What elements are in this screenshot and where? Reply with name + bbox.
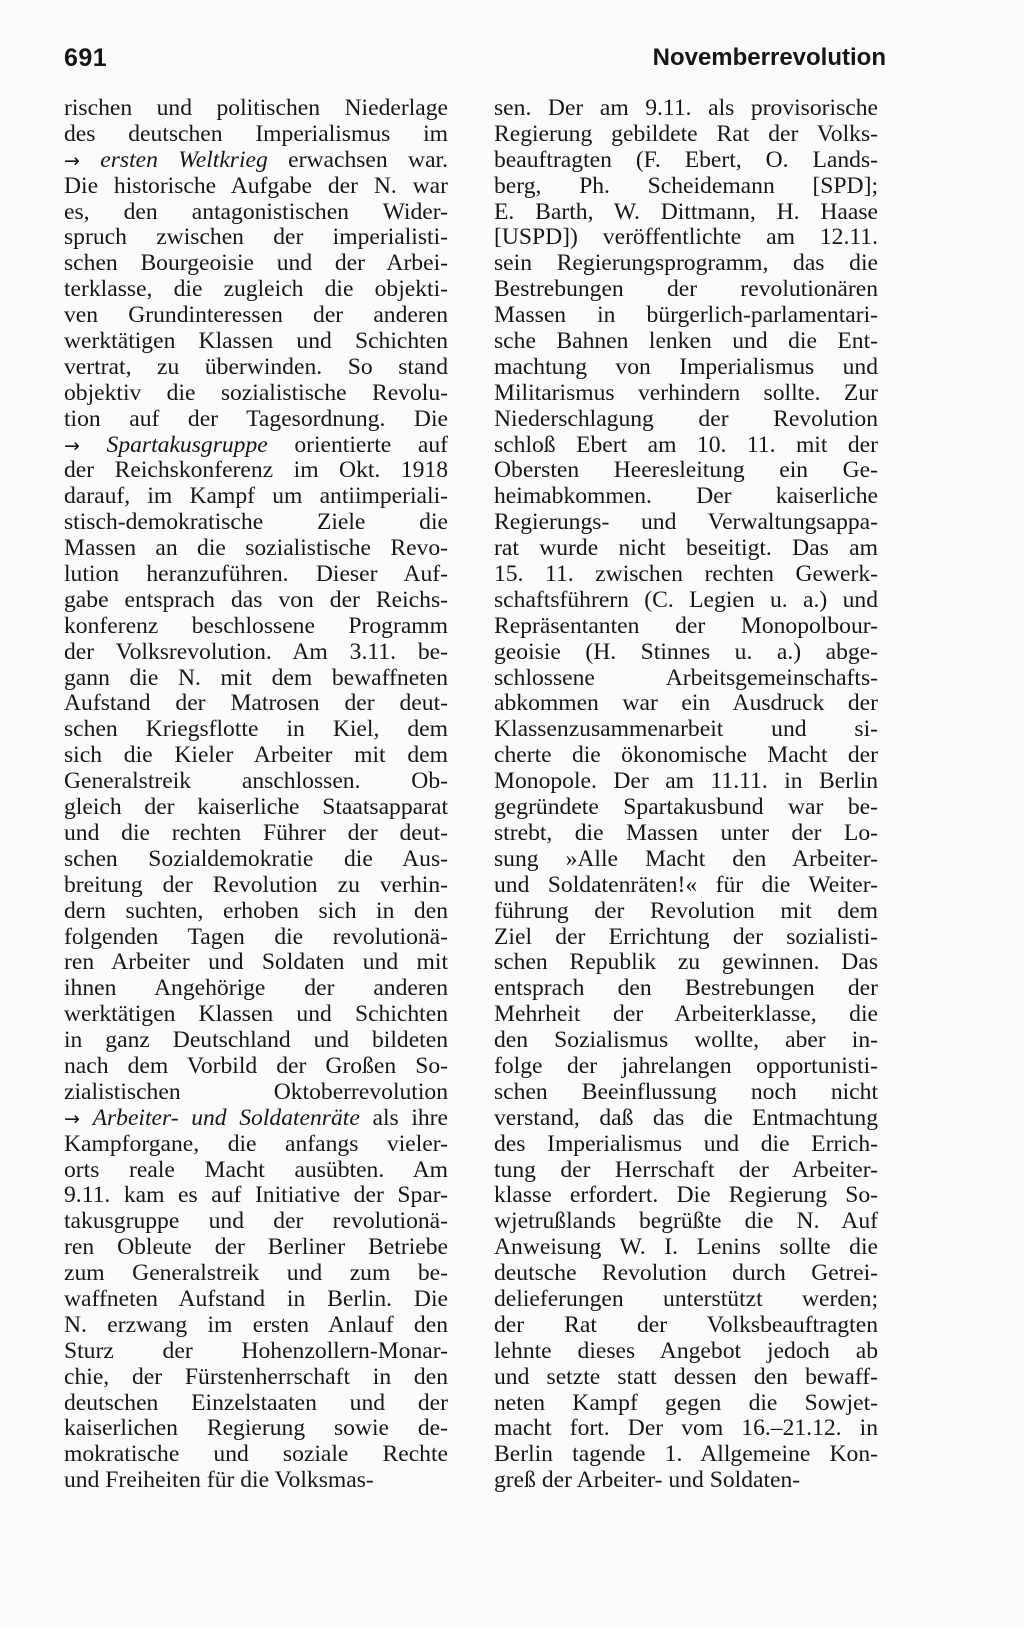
text-line: des Imperialismus und die Errich- [494,1130,878,1157]
text-line: wjetrußlands begrüßte die N. Auf [494,1208,878,1235]
text-line: [USPD]) veröffentlichte am 12.11. [494,224,878,251]
text-line: 9.11. kam es auf Initiative der Spar- [64,1182,448,1209]
text-line: den Sozialismus wollte, aber in- [494,1027,878,1054]
text-line: Monopole. Der am 11.11. in Berlin [494,768,878,795]
text-line: schen Republik zu gewinnen. Das [494,949,878,976]
text-line: chie, der Fürstenherrschaft in den [64,1363,448,1390]
text-line: sche Bahnen lenken und die Ent- [494,328,878,355]
cross-reference-link[interactable]: Spartakusgruppe [106,431,268,458]
text-line: 15. 11. zwischen rechten Gewerk- [494,561,878,588]
right-column [494,96,878,1494]
text-line: terklasse, die zugleich die objekti- [64,276,448,303]
text-line: cherte die ökonomische Macht der [494,742,878,769]
text-line: Sturz der Hohenzollern-Monar- [64,1337,448,1364]
text-line: lehnte dieses Angebot jedoch ab [494,1337,878,1364]
text-line: takusgruppe und der revolutionä- [64,1208,448,1235]
text-line: geoisie (H. Stinnes u. a.) abge- [494,638,878,665]
text-line: folgenden Tagen die revolutionä- [64,923,448,950]
text-line: Ziel der Errichtung der sozialisti- [494,923,878,950]
text-line: und setzte statt dessen den bewaff- [494,1363,878,1390]
page-number: 691 [64,44,108,72]
text-line: tung der Herrschaft der Arbeiter- [494,1156,878,1183]
text-line: abkommen war ein Ausdruck der [494,690,878,717]
text-line [64,1106,448,1132]
text-line: spruch zwischen der imperialisti- [64,224,448,251]
text-line: gegründete Spartakusbund war be- [494,794,878,821]
text-line: Die historische Aufgabe der N. war [64,172,448,199]
text-line: Repräsentanten der Monopolbour- [494,612,878,639]
text-line: sen. Der am 9.11. als provisorische [494,95,878,121]
text-line: Mehrheit der Arbeiterklasse, die [494,1001,878,1028]
text-line: waffneten Aufstand in Berlin. Die [64,1285,448,1312]
cross-reference-tail: als ihre [359,1104,448,1131]
text-line: und die rechten Führer der deut- [64,819,448,846]
text-line: Klassenzusammenarbeit und si- [494,716,878,743]
text-line: Anweisung W. I. Lenins sollte die [494,1234,878,1261]
text-line: Aufstand der Matrosen der deut- [64,690,448,717]
text-line: ihnen Angehörige der anderen [64,975,448,1002]
text-line: Kampforgane, die anfangs vieler- [64,1130,448,1157]
text-line: Massen in bürgerlich-parlamentari- [494,302,878,329]
text-line: vertrat, zu überwinden. So stand [64,353,448,380]
text-line: werktätigen Klassen und Schichten [64,328,448,355]
text-line: E. Barth, W. Dittmann, H. Haase [494,198,878,225]
cross-reference-tail: erwachsen war. [267,146,448,173]
text-line: tion auf der Tagesordnung. Die [64,405,448,432]
cross-reference-arrow-icon: → [64,434,80,457]
text-line: dern suchten, erhoben sich in den [64,897,448,924]
text-line: und Soldatenräten!« für die Weiter- [494,871,878,898]
text-line: rischen und politischen Niederlage [64,95,448,121]
text-line: beauftragten (F. Ebert, O. Lands- [494,146,878,173]
text-line: Regierung gebildete Rat der Volks- [494,120,878,147]
text-line: berg, Ph. Scheidemann [SPD]; [494,172,878,199]
text-line: konferenz beschlossene Programm [64,612,448,639]
text-line: gabe entsprach das von der Reichs- [64,586,448,613]
cross-reference-link[interactable]: ersten Weltkrieg [100,146,268,173]
text-line: mokratische und soziale Rechte [64,1441,448,1468]
text-line: es, den antagonistischen Wider- [64,198,448,225]
text-line: delieferungen unterstützt werden; [494,1285,878,1312]
text-line: der Rat der Volksbeauftragten [494,1311,878,1338]
text-line: lution heranzuführen. Dieser Auf- [64,561,448,588]
text-line: strebt, die Massen unter der Lo- [494,819,878,846]
text-line: orts reale Macht ausübten. Am [64,1156,448,1183]
cross-reference-arrow-icon: → [64,149,80,172]
text-line: der Volksrevolution. Am 3.11. be- [64,638,448,665]
text-line: objektiv die sozialistische Revolu- [64,379,448,406]
text-line: Berlin tagende 1. Allgemeine Kon- [494,1441,878,1468]
text-line: darauf, im Kampf um antiimperiali- [64,483,448,510]
text-line: der Reichskonferenz im Okt. 1918 [64,457,448,484]
text-line: greß der Arbeiter- und Soldaten- [494,1467,801,1494]
text-line: ven Grundinteressen der anderen [64,302,448,329]
text-line: schlossene Arbeitsgemeinschafts- [494,664,878,691]
text-line: heimabkommen. Der kaiserliche [494,483,878,510]
text-line: machtung von Imperialismus und [494,353,878,380]
text-line: nach dem Vorbild der Großen So- [64,1052,448,1079]
cross-reference-tail: orientierte auf [267,431,448,458]
text-line: sein Regierungsprogramm, das die [494,250,878,277]
text-line: stisch-demokratische Ziele die [64,509,448,536]
text-line: Obersten Heeresleitung ein Ge- [494,457,878,484]
text-line: schloß Ebert am 10. 11. mit der [494,431,878,458]
text-line: klasse erfordert. Die Regierung So- [494,1182,878,1209]
text-line: Massen an die sozialistische Revo- [64,535,448,562]
text-line: in ganz Deutschland und bildeten [64,1027,448,1054]
text-line: ren Arbeiter und Soldaten und mit [64,949,448,976]
text-line: folge der jahrelangen opportunisti- [494,1052,878,1079]
cross-reference-link[interactable]: Arbeiter- und Soldatenräte [92,1104,360,1131]
text-line: schen Kriegsflotte in Kiel, dem [64,716,448,743]
cross-reference-arrow-icon: → [64,1107,80,1130]
text-line [64,433,448,459]
running-head: Novemberrevolution [652,44,886,71]
text-line: neten Kampf gegen die Sowjet- [494,1389,878,1416]
text-line: N. erzwang im ersten Anlauf den [64,1311,448,1338]
text-line: deutsche Revolution durch Getrei- [494,1260,878,1287]
text-line: sich die Kieler Arbeiter mit dem [64,742,448,769]
text-line: schen Sozialdemokratie die Aus- [64,845,448,872]
text-line: schen Beeinflussung noch nicht [494,1078,878,1105]
text-line: sung »Alle Macht den Arbeiter- [494,845,878,872]
text-line: verstand, daß das die Entmachtung [494,1104,878,1131]
text-line: Militarismus verhindern sollte. Zur [494,379,878,406]
text-line: Regierungs- und Verwaltungsappa- [494,509,878,536]
text-line: rat wurde nicht beseitigt. Das am [494,535,878,562]
text-line: macht fort. Der vom 16.–21.12. in [494,1415,878,1442]
text-line: zialistischen Oktoberrevolution [64,1078,448,1105]
text-line: entsprach den Bestrebungen der [494,975,878,1002]
text-line [64,148,448,174]
text-line: deutschen Einzelstaaten und der [64,1389,448,1416]
text-line: ren Obleute der Berliner Betriebe [64,1234,448,1261]
text-line: zum Generalstreik und zum be- [64,1260,448,1287]
text-line: schen Bourgeoisie und der Arbei- [64,250,448,277]
text-line: des deutschen Imperialismus im [64,120,448,147]
text-line: gleich der kaiserliche Staatsapparat [64,794,448,821]
text-line: schaftsführern (C. Legien u. a.) und [494,586,878,613]
text-line: Niederschlagung der Revolution [494,405,878,432]
text-line: gann die N. mit dem bewaffneten [64,664,448,691]
text-line: werktätigen Klassen und Schichten [64,1001,448,1028]
text-line: und Freiheiten für die Volksmas- [64,1467,374,1494]
text-line: führung der Revolution mit dem [494,897,878,924]
text-line: Bestrebungen der revolutionären [494,276,878,303]
left-column [64,96,448,1494]
text-line: kaiserlichen Regierung sowie de- [64,1415,448,1442]
text-line: Generalstreik anschlossen. Ob- [64,768,448,795]
text-line: breitung der Revolution zu verhin- [64,871,448,898]
